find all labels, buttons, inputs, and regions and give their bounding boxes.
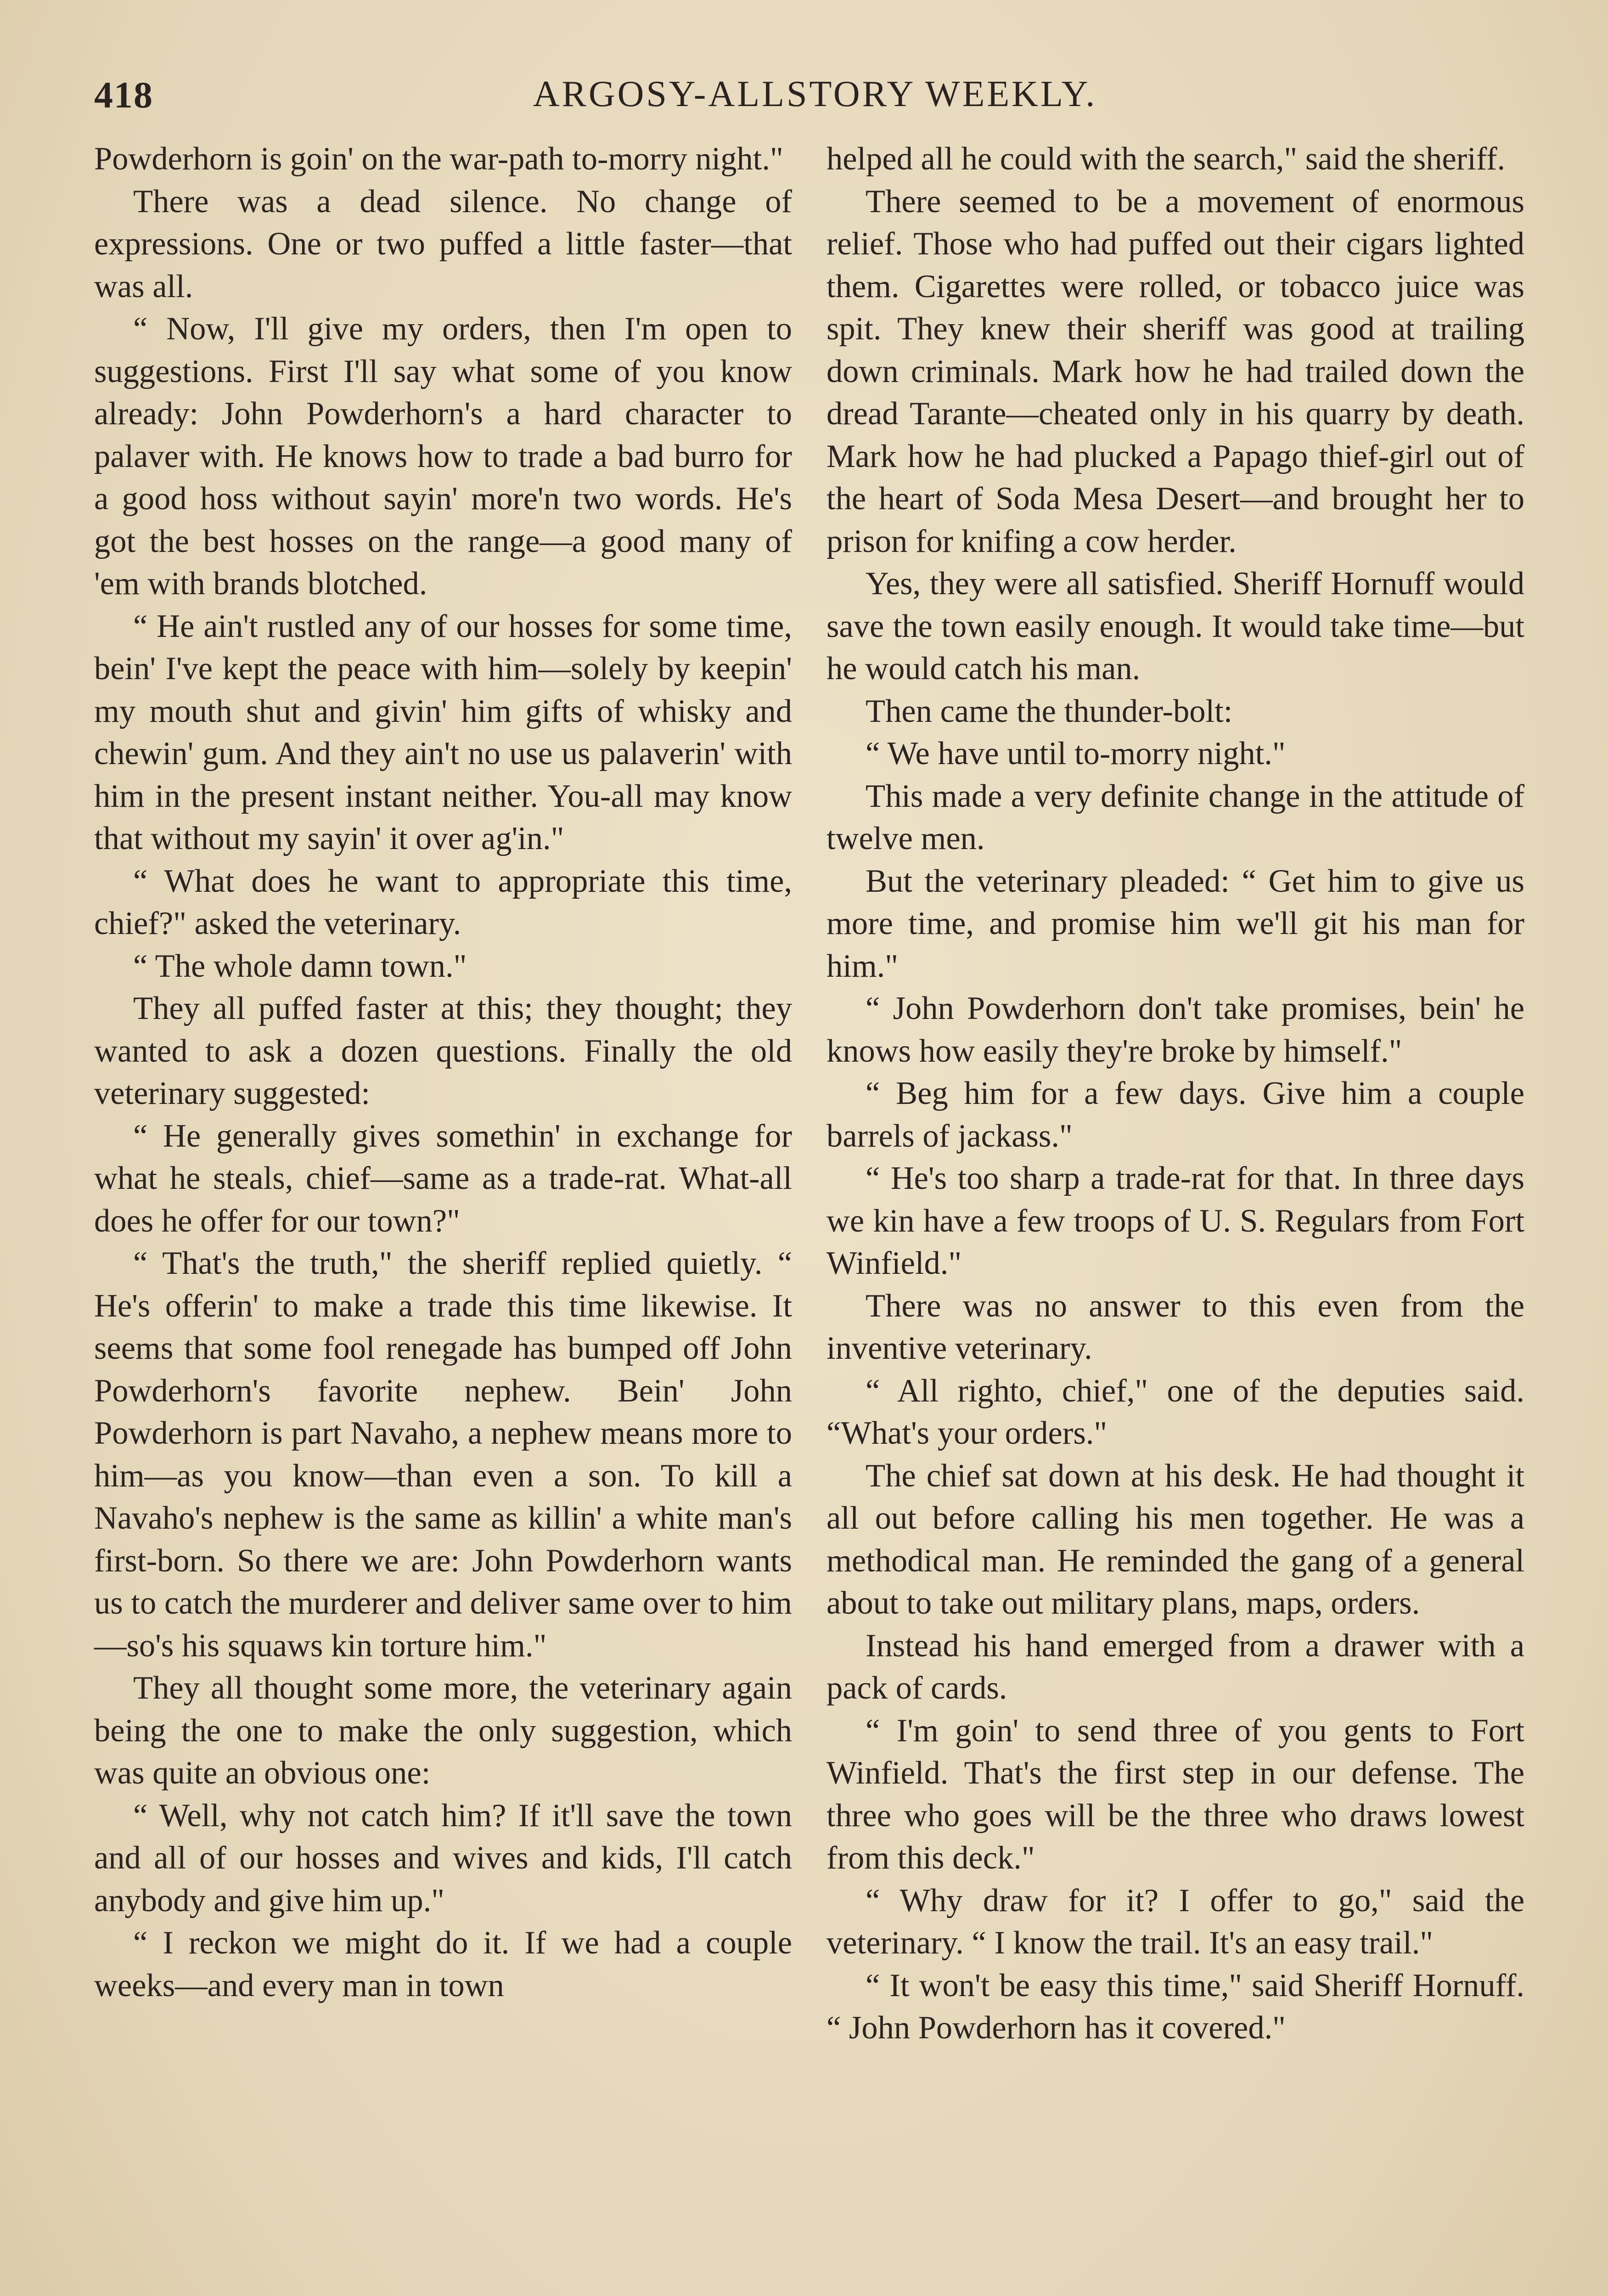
paragraph: “ What does he want to appropriate this time, chief?" asked the veterinary. <box>94 863 792 941</box>
paragraph: This made a very definite change in the attitude of twelve men. <box>826 778 1524 856</box>
paragraph: “ Well, why not catch him? If it'll save the town and all of our hosses and wives and kids, I'll catch anybody and give him up." <box>94 1797 792 1919</box>
paragraph: “ We have until to-morry night." <box>866 736 1286 771</box>
paragraph: They all puffed faster at this; they thought; they wanted to ask a dozen questions. Finally the old veterinary suggested: <box>94 990 792 1111</box>
paragraph: Powderhorn is goin' on the war-path to-morry night." <box>94 141 783 177</box>
paragraph: They all thought some more, the veterinary again being the one to make the only suggestion, which was quite an obvious one: <box>94 1670 792 1791</box>
paragraph: “ That's the truth," the sheriff replied quietly. “ He's offerin' to make a trade this time likewise. It seems that some fool renegade has bumped off John Powderhorn's favorite nephew. Bein' John Powderhorn is part Navaho, a nephew means more to him—as you know—than even a son. To kill a Navaho's nephew is the same as killin' a white man's first-born. So there we are: John Powderhorn wants us to catch the murderer and deliver same over to him—so's his squaws kin torture him." <box>94 1245 792 1664</box>
paragraph: “ He's too sharp a trade-rat for that. In three days we kin have a few troops of U. S. Regulars from Fort Winfield." <box>826 1160 1524 1281</box>
paragraph: There was a dead silence. No change of expressions. One or two puffed a little faster—that was all. <box>94 183 792 304</box>
paragraph: “ All righto, chief," one of the deputies said. “What's your orders." <box>826 1373 1524 1451</box>
paragraph: “ Why draw for it? I offer to go," said the veterinary. “ I know the trail. It's an easy trail." <box>826 1882 1524 1961</box>
page-header <box>94 73 1536 124</box>
paragraph: There was no answer to this even from the inventive veterinary. <box>826 1288 1524 1366</box>
paragraph: helped all he could with the search," said the sheriff. <box>826 141 1506 177</box>
left-column <box>94 138 792 2007</box>
paragraph: “ It won't be easy this time," said Sheriff Hornuff. “ John Powderhorn has it covered." <box>826 1967 1524 2046</box>
page-number: 418 <box>94 74 153 116</box>
paragraph: “ I'm goin' to send three of you gents to Fort Winfield. That's the first step in our defense. The three who goes will be the three who draws lowest from this deck." <box>826 1712 1524 1876</box>
paragraph: Yes, they were all satisfied. Sheriff Hornuff would save the town easily enough. It would take time—but he would catch his man. <box>826 566 1524 687</box>
paragraph: But the veterinary pleaded: “ Get him to give us more time, and promise him we'll git his man for him." <box>826 863 1524 984</box>
right-column <box>826 138 1524 2049</box>
paragraph: “ He generally gives somethin' in exchange for what he steals, chief—same as a trade-rat. What-all does he offer for our town?" <box>94 1118 792 1239</box>
paragraph: “ Now, I'll give my orders, then I'm open to suggestions. First I'll say what some of you know already: John Powderhorn's a hard character to palaver with. He knows how to trade a bad burro for a good hoss without sayin' more'n two words. He's got the best hosses on the range—a good many of 'em with brands blotched. <box>94 311 792 602</box>
paragraph: The chief sat down at his desk. He had thought it all out before calling his men together. He was a methodical man. He reminded the gang of a general about to take out military plans, maps, orders. <box>826 1458 1524 1621</box>
paragraph: There seemed to be a movement of enormous relief. Those who had puffed out their cigars lighted them. Cigarettes were rolled, or tobacco juice was spit. They knew their sheriff was good at trailing down criminals. Mark how he had trailed down the dread Tarante—cheated only in his quarry by death. Mark how he had plucked a Papago thief-girl out of the heart of Soda Mesa Desert—and brought her to prison for knifing a cow herder. <box>826 183 1524 559</box>
paragraph: Then came the thunder-bolt: <box>866 693 1233 729</box>
paragraph: Instead his hand emerged from a drawer with a pack of cards. <box>826 1627 1524 1706</box>
paragraph: “ He ain't rustled any of our hosses for some time, bein' I've kept the peace with him—solely by keepin' my mouth shut and givin' him gifts of whisky and chewin' gum. And they ain't no use us palaverin' with him in the present instant neither. You-all may know that without my sayin' it over ag'in." <box>94 608 792 856</box>
paragraph: “ John Powderhorn don't take promises, bein' he knows how easily they're broke by himself." <box>826 990 1524 1069</box>
paragraph: “ I reckon we might do it. If we had a couple weeks—and every man in town <box>94 1925 792 2003</box>
paragraph: “ Beg him for a few days. Give him a couple barrels of jackass." <box>826 1075 1524 1154</box>
paragraph: “ The whole damn town." <box>133 948 467 984</box>
running-title: ARGOSY-ALLSTORY WEEKLY. <box>533 74 1097 114</box>
